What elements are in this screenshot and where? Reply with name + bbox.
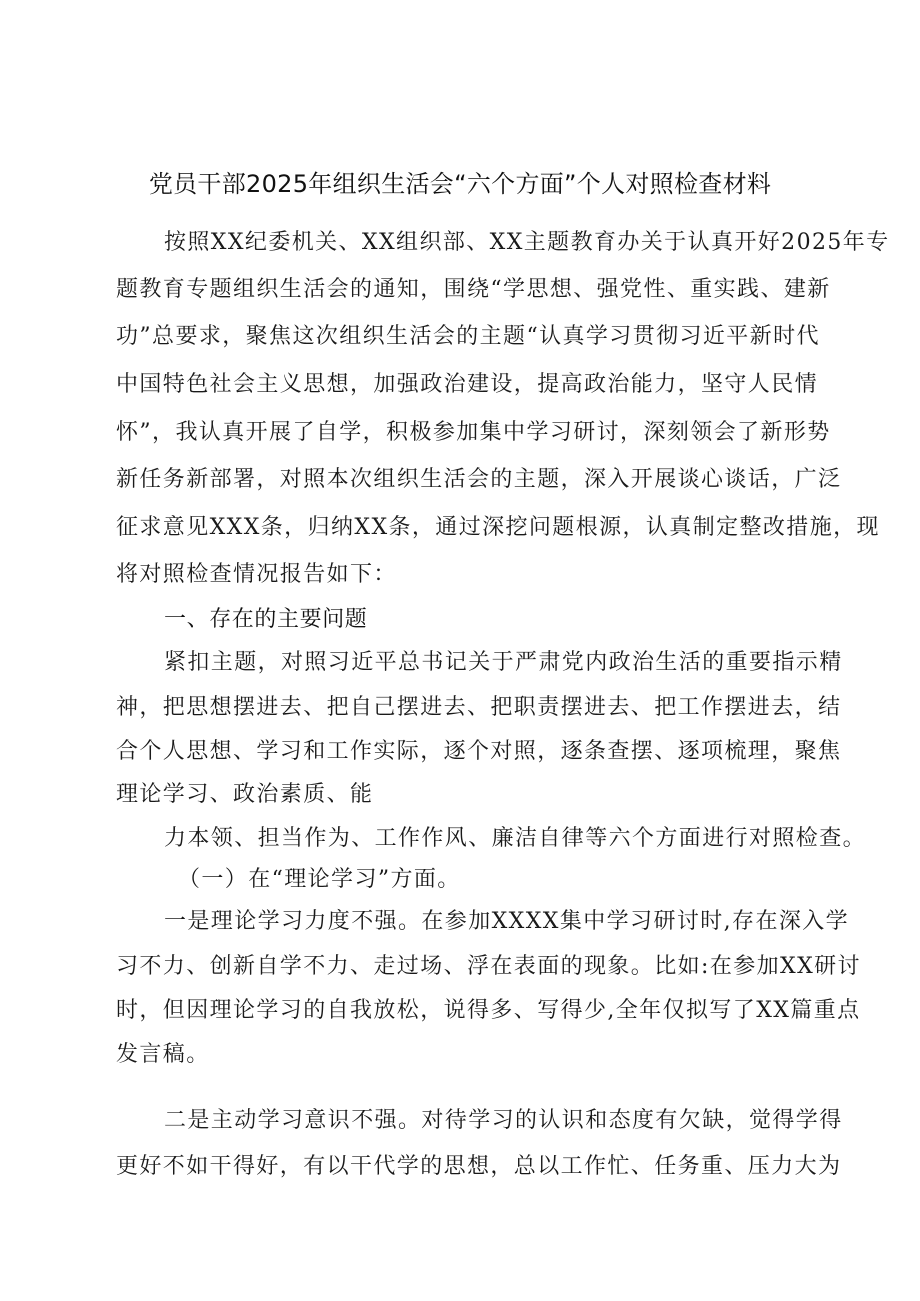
section-heading: 一、存在的主要问题	[164, 607, 368, 632]
paragraph-1-line-2: 题教育专题组织生活会的通知，围绕“学思想、强党性、重实践、建新	[116, 277, 831, 302]
paragraph-4-line-1: 二是主动学习意识不强。对待学习的认识和态度有欠缺，觉得学得	[164, 1108, 843, 1133]
paragraph-1-line-7: 征求意见XXX条，归纳XX条，通过深挖问题根源，认真制定整改措施，现	[116, 515, 880, 540]
paragraph-1-line-4: 中国特色社会主义思想，加强政治建设，提高政治能力，坚守人民情	[116, 372, 819, 397]
paragraph-2-line-4: 理论学习、政治素质、能	[116, 782, 374, 807]
paragraph-1-line-5: 怀”，我认真开展了自学，积极参加集中学习研讨，深刻领会了新形势	[116, 420, 831, 445]
paragraph-1-line-3: 功”总要求，聚焦这次组织生活会的主题“认真学习贯彻习近平新时代	[116, 324, 820, 349]
paragraph-2-line-1: 紧扣主题，对照习近平总书记关于严肃党内政治生活的重要指示精	[164, 650, 843, 675]
paragraph-4-line-2: 更好不如干得好，有以干代学的思想，总以工作忙、任务重、压力大为	[116, 1154, 842, 1179]
paragraph-1-line-1: 按照XX纪委机关、XX组织部、XX主题教育办关于认真开好2025年专	[164, 230, 890, 255]
paragraph-1-line-6: 新任务新部署，对照本次组织生活会的主题，深入开展谈心谈话，广泛	[116, 467, 842, 492]
paragraph-1-line-8: 将对照检查情况报告如下：	[116, 562, 397, 587]
paragraph-2-line-5: 力本领、担当作为、工作作风、廉洁自律等六个方面进行对照检查。	[164, 826, 867, 851]
paragraph-2-line-3: 合个人思想、学习和工作实际，逐个对照，逐条查摆、逐项梳理，聚焦	[116, 739, 842, 764]
paragraph-3-line-3: 时，但因理论学习的自我放松，说得多、写得少,全年仅拟写了XX篇重点	[116, 998, 861, 1023]
paragraph-2-line-2: 神，把思想摆进去、把自己摆进去、把职责摆进去、把工作摆进去，结	[116, 695, 842, 720]
subsection-heading: （一）在“理论学习”方面。	[178, 867, 461, 892]
paragraph-3-line-2: 习不力、创新自学不力、走过场、浮在表面的现象。比如:在参加XX研讨	[116, 954, 861, 979]
paragraph-3-line-1: 一是理论学习力度不强。在参加XXXX集中学习研讨时,存在深入学	[164, 909, 850, 934]
paragraph-3-line-4: 发言稿。	[116, 1042, 210, 1067]
document-title: 党员干部2025年组织生活会“六个方面”个人对照检查材料	[148, 170, 772, 198]
